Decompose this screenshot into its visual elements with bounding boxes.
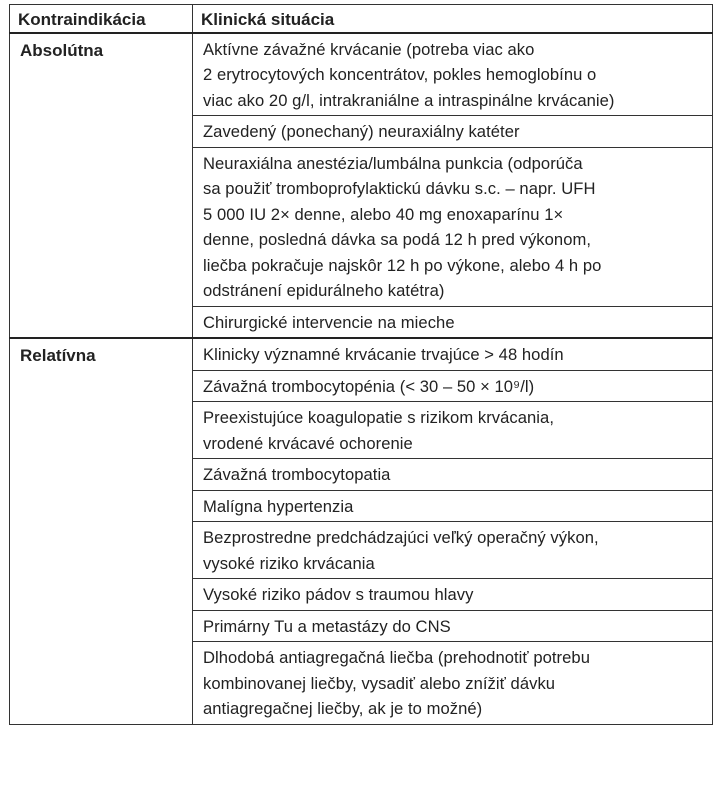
situation-cell	[193, 116, 713, 148]
table-row	[10, 338, 713, 370]
situation-line: liečba pokračuje najskôr 12 h po výkone, alebo 4 h po	[203, 255, 602, 275]
situation-line: Závažná trombocytopatia	[203, 465, 391, 484]
situation-line: Bezprostredne predchádzajúci veľký operačný výkon,	[203, 528, 599, 547]
situation-line: Malígna hypertenzia	[203, 496, 354, 516]
table-row	[10, 33, 713, 116]
situation-line: denne, posledná dávka sa podá 12 h pred výkonom,	[203, 230, 592, 249]
situation-cell	[193, 338, 713, 370]
situation-line: antiagregačnej liečby, ak je to možné)	[203, 699, 483, 718]
situation-line: Vysoké riziko pádov s traumou hlavy	[203, 585, 474, 604]
situation-cell	[193, 522, 713, 579]
situation-line: Aktívne závažné krvácanie (potreba viac ako	[203, 39, 535, 59]
situation-cell	[193, 402, 713, 459]
situation-cell	[193, 370, 713, 402]
situation-line: Klinicky významné krvácanie trvajúce > 48 hodín	[203, 345, 564, 364]
situation-cell	[193, 642, 713, 725]
situation-cell	[193, 610, 713, 642]
situation-cell	[193, 147, 713, 306]
situation-line: vysoké riziko krvácania	[203, 553, 375, 573]
category-cell: Relatívna	[10, 338, 193, 724]
header-clinical-situation: Klinická situácia	[193, 5, 713, 33]
situation-line: vrodené krvácavé ochorenie	[203, 433, 413, 453]
situation-cell	[193, 579, 713, 611]
situation-cell	[193, 306, 713, 338]
situation-line: Dlhodobá antiagregačná liečba (prehodnotiť potrebu	[203, 648, 590, 667]
situation-cell	[193, 459, 713, 491]
situation-line: Závažná trombocytopénia (< 30 – 50 × 10⁹/l)	[203, 376, 535, 396]
situation-cell	[193, 490, 713, 522]
category-cell: Absolútna	[10, 33, 193, 339]
header-row	[10, 5, 713, 33]
situation-line: sa použiť tromboprofylaktickú dávku s.c. – napr. UFH	[203, 179, 596, 198]
situation-line: Neuraxiálna anestézia/lumbálna punkcia (odporúča	[203, 153, 583, 173]
situation-line: kombinovanej liečby, vysadiť alebo znížiť dávku	[203, 673, 556, 693]
situation-line: Zavedený (ponechaný) neuraxiálny katéter	[203, 122, 520, 141]
situation-line: Preexistujúce koagulopatie s rizikom krvácania,	[203, 408, 554, 427]
situation-line: odstránení epidurálneho katétra)	[203, 281, 445, 300]
situation-line: Primárny Tu a metastázy do CNS	[203, 616, 451, 636]
header-contraindication: Kontraindikácia	[10, 5, 193, 33]
situation-cell	[193, 33, 713, 116]
contraindication-table	[9, 4, 713, 725]
situation-line: viac ako 20 g/l, intrakraniálne a intraspinálne krvácanie)	[203, 90, 615, 110]
situation-line: 2 erytrocytových koncentrátov, pokles hemoglobínu o	[203, 65, 597, 84]
situation-line: 5 000 IU 2× denne, alebo 40 mg enoxaparínu 1×	[203, 204, 564, 224]
table-body	[10, 33, 713, 725]
situation-line: Chirurgické intervencie na mieche	[203, 312, 455, 332]
